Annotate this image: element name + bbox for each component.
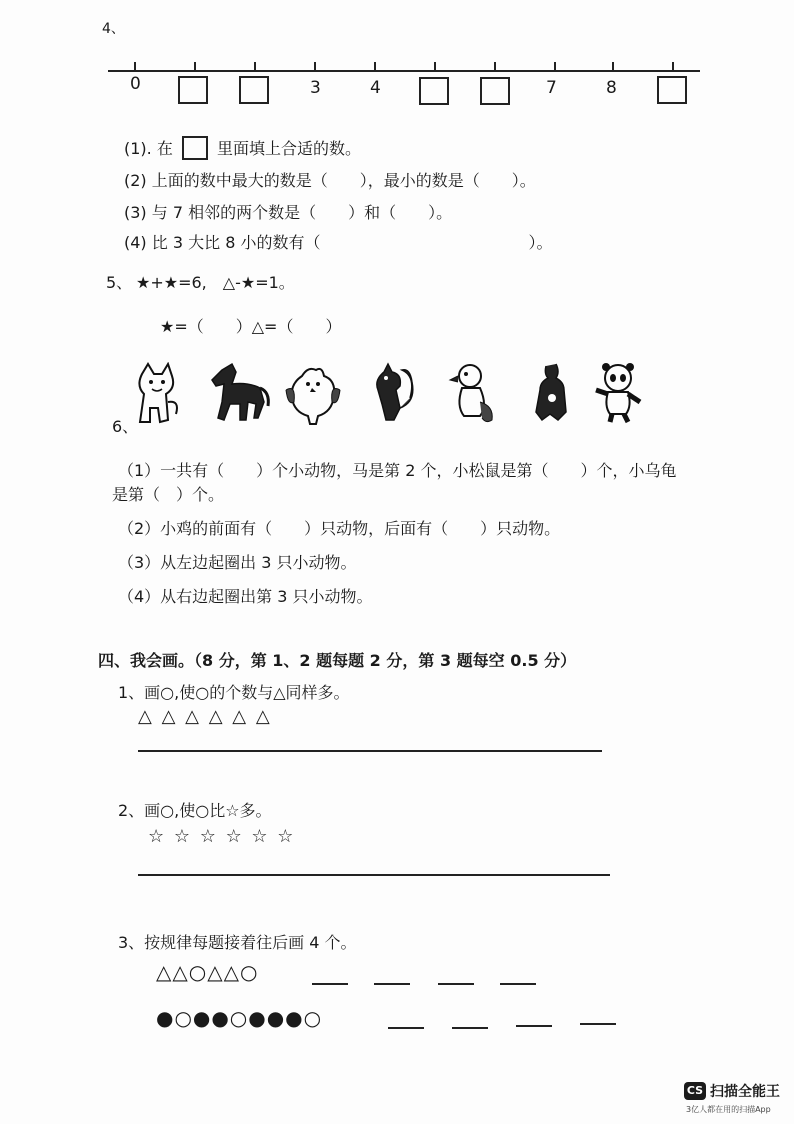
q4-sub1-rest: 里面填上合适的数。: [217, 139, 362, 158]
pattern-blank[interactable]: [438, 983, 474, 985]
pattern-blank[interactable]: [388, 1027, 424, 1029]
number-label: 8: [606, 78, 617, 98]
pattern-row-2: ●○●●○●●●○: [156, 1006, 323, 1030]
q6-sub4: （4）从右边起圈出第 3 只小动物。: [118, 587, 373, 606]
watermark-name: 扫描全能王: [710, 1084, 780, 1100]
q4-sub4: (4) 比 3 大比 8 小的数有（ ）。: [124, 233, 553, 252]
tick: [254, 62, 256, 71]
example-box: [182, 136, 208, 160]
pattern-blank[interactable]: [500, 983, 536, 985]
star-row: ☆ ☆ ☆ ☆ ☆ ☆: [148, 826, 296, 847]
pattern-blank[interactable]: [374, 983, 410, 985]
draw-line-1[interactable]: [138, 750, 602, 752]
draw-p1-label: 1、画○,使○的个数与△同样多。: [118, 683, 350, 702]
cat-icon: [139, 364, 177, 422]
q4-label: 4、: [102, 21, 125, 37]
animals-row: [132, 362, 652, 432]
camscanner-logo: CS: [684, 1082, 706, 1100]
number-label: 7: [546, 78, 557, 98]
pattern-blank[interactable]: [452, 1027, 488, 1029]
q4-sub1: [124, 136, 361, 160]
q6-sub2: （2）小鸡的前面有（ ）只动物，后面有（ ）只动物。: [118, 519, 561, 538]
tick: [672, 62, 674, 71]
q5-equation: ★+★=6, △-★=1。: [136, 273, 295, 292]
pattern-blank[interactable]: [312, 983, 348, 985]
q6-sub1-line1: （1）一共有（ ）个小动物，马是第 2 个，小松鼠是第（ ）个，小乌龟: [118, 461, 677, 480]
number-label: 3: [310, 78, 321, 98]
draw-line-2[interactable]: [138, 874, 610, 876]
squirrel-icon: [377, 364, 413, 420]
q6-label: 6、: [112, 417, 139, 436]
chicken-icon: [286, 369, 340, 424]
tick: [374, 62, 376, 71]
q4-sub2: (2) 上面的数中最大的数是（ ），最小的数是（ ）。: [124, 171, 536, 190]
number-label: 4: [370, 78, 381, 98]
answer-box[interactable]: [239, 76, 269, 104]
tick: [434, 62, 436, 71]
q6-sub3: （3）从左边起圈出 3 只小动物。: [118, 553, 357, 572]
answer-box[interactable]: [178, 76, 208, 104]
tick: [194, 62, 196, 71]
tick: [134, 62, 136, 71]
q5-label: 5、: [106, 273, 133, 292]
q4-sub3: (3) 与 7 相邻的两个数是（ ）和（ ）。: [124, 203, 453, 222]
turtle-icon: [536, 364, 566, 420]
pattern-row-1: △△○△△○: [156, 960, 259, 984]
section4-heading: 四、我会画。（8 分，第 1、2 题每题 2 分，第 3 题每空 0.5 分）: [98, 651, 577, 670]
answer-box[interactable]: [480, 77, 510, 105]
tick: [314, 62, 316, 71]
draw-p2-label: 2、画○,使○比☆多。: [118, 801, 272, 820]
panda-icon: [596, 363, 640, 422]
watermark-tagline: 3亿人都在用的扫描App: [686, 1105, 771, 1114]
answer-box[interactable]: [419, 77, 449, 105]
tick: [612, 62, 614, 71]
q5-answer: ★=（ ）△=（ ）: [160, 317, 342, 336]
q4-sub1-text: (1). 在: [124, 139, 173, 158]
draw-p3-label: 3、按规律每题接着往后画 4 个。: [118, 933, 357, 952]
pattern-blank[interactable]: [516, 1025, 552, 1027]
number-label: 0: [130, 74, 141, 94]
tick: [494, 62, 496, 71]
tick: [554, 62, 556, 71]
answer-box[interactable]: [657, 76, 687, 104]
q6-sub1-line2: 是第（ ）个。: [112, 485, 225, 504]
duck-icon: [450, 365, 492, 422]
pattern-blank[interactable]: [580, 1023, 616, 1025]
triangle-row: △ △ △ △ △ △: [138, 706, 272, 727]
horse-icon: [212, 364, 268, 420]
